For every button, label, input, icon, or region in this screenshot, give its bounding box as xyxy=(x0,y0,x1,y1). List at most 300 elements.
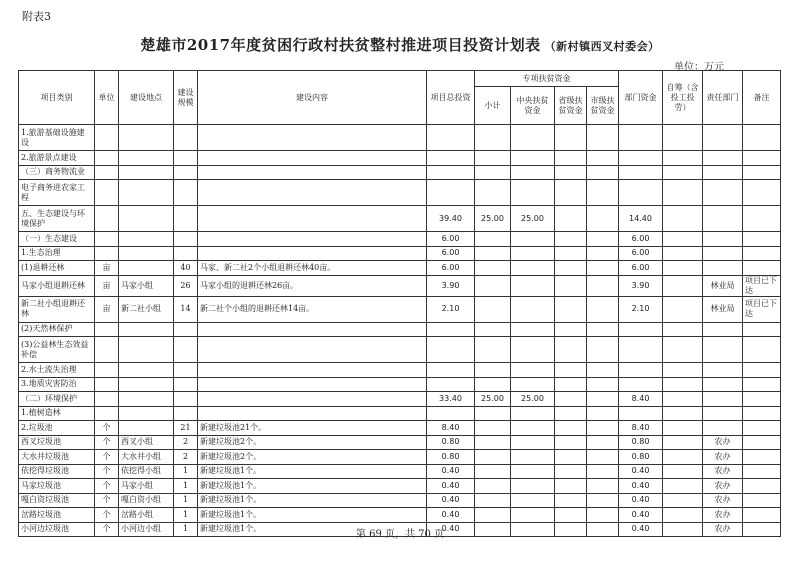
cell-location xyxy=(119,206,174,232)
cell-central xyxy=(511,246,555,261)
cell-category: 五、生态建设与环境保护 xyxy=(19,206,95,232)
cell-location: 岔路小组 xyxy=(119,508,174,523)
cell-category: (1)退耕还林 xyxy=(19,261,95,276)
cell-category: （三）商务物流业 xyxy=(19,165,95,180)
cell-central xyxy=(511,377,555,392)
cell-subtotal xyxy=(475,180,511,206)
cell-total: 0.40 xyxy=(427,508,475,523)
cell-unit xyxy=(95,377,119,392)
cell-note xyxy=(743,508,781,523)
cell-subtotal xyxy=(475,125,511,151)
cell-note xyxy=(743,322,781,337)
cell-responsible xyxy=(703,125,743,151)
cell-content xyxy=(198,377,427,392)
cell-self xyxy=(663,508,703,523)
cell-unit xyxy=(95,392,119,407)
cell-content xyxy=(198,337,427,363)
cell-self xyxy=(663,464,703,479)
cell-self xyxy=(663,125,703,151)
cell-total xyxy=(427,363,475,378)
cell-total xyxy=(427,406,475,421)
cell-central xyxy=(511,322,555,337)
cell-content xyxy=(198,180,427,206)
cell-content xyxy=(198,125,427,151)
header-content: 建设内容 xyxy=(198,71,427,125)
cell-responsible xyxy=(703,246,743,261)
unit-label: 单位：万元 xyxy=(674,62,724,73)
cell-dept: 0.40 xyxy=(619,479,663,494)
cell-responsible xyxy=(703,180,743,206)
cell-city xyxy=(587,322,619,337)
cell-dept: 3.90 xyxy=(619,275,663,296)
cell-category: （一）生态建设 xyxy=(19,232,95,247)
cell-subtotal: 25.00 xyxy=(475,206,511,232)
cell-dept xyxy=(619,322,663,337)
cell-central: 25.00 xyxy=(511,206,555,232)
cell-unit xyxy=(95,206,119,232)
cell-self xyxy=(663,275,703,296)
cell-city xyxy=(587,232,619,247)
cell-dept: 0.40 xyxy=(619,508,663,523)
cell-unit: 个 xyxy=(95,435,119,450)
table-row xyxy=(19,392,781,407)
cell-category: 小河边垃圾池 xyxy=(19,522,95,537)
cell-category: (2)天然林保护 xyxy=(19,322,95,337)
cell-dept: 6.00 xyxy=(619,232,663,247)
cell-location xyxy=(119,151,174,166)
investment-plan-table xyxy=(18,70,781,537)
cell-subtotal xyxy=(475,508,511,523)
cell-dept: 0.80 xyxy=(619,435,663,450)
cell-total: 0.40 xyxy=(427,464,475,479)
title-text: 楚雄市2017年度贫困行政村扶贫整村推进项目投资计划表 xyxy=(140,36,541,54)
cell-central xyxy=(511,151,555,166)
cell-category: 1.旅游基础设施建设 xyxy=(19,125,95,151)
header-self-fund: 自筹（含投工投劳） xyxy=(663,71,703,125)
cell-provincial xyxy=(555,165,587,180)
cell-total: 0.80 xyxy=(427,435,475,450)
cell-self xyxy=(663,363,703,378)
table-row xyxy=(19,450,781,465)
cell-location: 马家小组 xyxy=(119,275,174,296)
cell-content: 马家小组的退耕还林26亩。 xyxy=(198,275,427,296)
header-location: 建设地点 xyxy=(119,71,174,125)
cell-responsible xyxy=(703,421,743,436)
cell-provincial xyxy=(555,392,587,407)
cell-subtotal xyxy=(475,479,511,494)
header-unit: 单位 xyxy=(95,71,119,125)
cell-content xyxy=(198,246,427,261)
cell-scale xyxy=(174,165,198,180)
cell-location: 嘎白资小组 xyxy=(119,493,174,508)
cell-category: 岔路垃圾池 xyxy=(19,508,95,523)
cell-self xyxy=(663,151,703,166)
cell-total xyxy=(427,322,475,337)
cell-scale xyxy=(174,363,198,378)
cell-central xyxy=(511,232,555,247)
table-row xyxy=(19,180,781,206)
cell-location xyxy=(119,406,174,421)
cell-self xyxy=(663,421,703,436)
cell-content xyxy=(198,206,427,232)
cell-central xyxy=(511,165,555,180)
cell-city xyxy=(587,206,619,232)
cell-category: 马家小组退耕还林 xyxy=(19,275,95,296)
cell-self xyxy=(663,392,703,407)
cell-total xyxy=(427,180,475,206)
cell-self xyxy=(663,232,703,247)
cell-city xyxy=(587,450,619,465)
cell-subtotal xyxy=(475,435,511,450)
cell-central xyxy=(511,435,555,450)
cell-provincial xyxy=(555,464,587,479)
cell-unit: 亩 xyxy=(95,275,119,296)
cell-dept xyxy=(619,337,663,363)
cell-category: 西叉垃圾池 xyxy=(19,435,95,450)
cell-responsible xyxy=(703,392,743,407)
cell-central xyxy=(511,406,555,421)
cell-content: 新建垃圾池21个。 xyxy=(198,421,427,436)
cell-self xyxy=(663,377,703,392)
cell-note xyxy=(743,392,781,407)
cell-responsible xyxy=(703,377,743,392)
cell-unit xyxy=(95,322,119,337)
header-subtotal: 小计 xyxy=(475,87,511,125)
cell-subtotal xyxy=(475,421,511,436)
cell-responsible xyxy=(703,206,743,232)
cell-central xyxy=(511,479,555,494)
cell-scale xyxy=(174,206,198,232)
cell-city xyxy=(587,337,619,363)
cell-category: 嘎白资垃圾池 xyxy=(19,493,95,508)
cell-dept xyxy=(619,125,663,151)
cell-total xyxy=(427,337,475,363)
cell-location xyxy=(119,322,174,337)
cell-provincial xyxy=(555,435,587,450)
cell-subtotal xyxy=(475,377,511,392)
cell-self xyxy=(663,261,703,276)
cell-provincial xyxy=(555,337,587,363)
cell-unit xyxy=(95,151,119,166)
cell-provincial xyxy=(555,246,587,261)
cell-content xyxy=(198,322,427,337)
cell-unit xyxy=(95,165,119,180)
cell-category: 电子商务进农家工程 xyxy=(19,180,95,206)
cell-note xyxy=(743,464,781,479)
cell-central xyxy=(511,337,555,363)
cell-total: 3.90 xyxy=(427,275,475,296)
appendix-label: 附表3 xyxy=(22,10,51,23)
header-central: 中央扶贫资金 xyxy=(511,87,555,125)
cell-note xyxy=(743,377,781,392)
cell-subtotal xyxy=(475,261,511,276)
cell-city xyxy=(587,406,619,421)
cell-scale: 21 xyxy=(174,421,198,436)
table-row xyxy=(19,296,781,322)
cell-responsible xyxy=(703,363,743,378)
cell-total: 0.40 xyxy=(427,493,475,508)
cell-total xyxy=(427,151,475,166)
cell-subtotal xyxy=(475,232,511,247)
cell-scale xyxy=(174,322,198,337)
cell-unit: 亩 xyxy=(95,261,119,276)
cell-category: （二）环境保护 xyxy=(19,392,95,407)
cell-dept: 14.40 xyxy=(619,206,663,232)
cell-scale xyxy=(174,232,198,247)
table-row xyxy=(19,363,781,378)
cell-category: 3.地质灾害防治 xyxy=(19,377,95,392)
cell-location xyxy=(119,363,174,378)
header-dept-fund: 部门资金 xyxy=(619,71,663,125)
cell-responsible: 农办 xyxy=(703,522,743,537)
cell-unit xyxy=(95,125,119,151)
cell-self xyxy=(663,206,703,232)
cell-responsible: 农办 xyxy=(703,450,743,465)
table-row xyxy=(19,435,781,450)
table-row xyxy=(19,337,781,363)
cell-unit: 个 xyxy=(95,479,119,494)
table-row xyxy=(19,406,781,421)
table-row xyxy=(19,125,781,151)
cell-subtotal xyxy=(475,296,511,322)
cell-city xyxy=(587,363,619,378)
cell-location xyxy=(119,165,174,180)
cell-unit: 个 xyxy=(95,493,119,508)
cell-content: 新建垃圾池1个。 xyxy=(198,522,427,537)
cell-provincial xyxy=(555,450,587,465)
cell-responsible: 农办 xyxy=(703,508,743,523)
cell-scale: 1 xyxy=(174,508,198,523)
table-row xyxy=(19,421,781,436)
cell-content xyxy=(198,232,427,247)
cell-city xyxy=(587,421,619,436)
cell-content: 新建垃圾池1个。 xyxy=(198,508,427,523)
cell-city xyxy=(587,261,619,276)
cell-total: 33.40 xyxy=(427,392,475,407)
cell-total: 6.00 xyxy=(427,246,475,261)
cell-unit: 个 xyxy=(95,464,119,479)
cell-location xyxy=(119,261,174,276)
table-row xyxy=(19,261,781,276)
page-footer: 第 69 页，共 70 页 xyxy=(355,529,445,540)
cell-note xyxy=(743,261,781,276)
cell-scale: 14 xyxy=(174,296,198,322)
cell-self xyxy=(663,180,703,206)
cell-location: 马家小组 xyxy=(119,479,174,494)
cell-responsible xyxy=(703,165,743,180)
cell-city xyxy=(587,392,619,407)
cell-scale xyxy=(174,151,198,166)
cell-total xyxy=(427,377,475,392)
cell-subtotal xyxy=(475,337,511,363)
cell-central xyxy=(511,125,555,151)
cell-total xyxy=(427,165,475,180)
cell-location xyxy=(119,232,174,247)
cell-city xyxy=(587,275,619,296)
header-total: 项目总投资 xyxy=(427,71,475,125)
cell-subtotal: 25.00 xyxy=(475,392,511,407)
cell-location xyxy=(119,337,174,363)
cell-location: 依挖得小组 xyxy=(119,464,174,479)
table-row xyxy=(19,151,781,166)
table-row xyxy=(19,377,781,392)
cell-central xyxy=(511,493,555,508)
cell-total xyxy=(427,125,475,151)
cell-note xyxy=(743,246,781,261)
cell-central xyxy=(511,464,555,479)
cell-content: 新二社个小组的退耕还林14亩。 xyxy=(198,296,427,322)
cell-note xyxy=(743,165,781,180)
cell-dept: 2.10 xyxy=(619,296,663,322)
cell-total: 0.80 xyxy=(427,450,475,465)
header-category: 项目类别 xyxy=(19,71,95,125)
cell-city xyxy=(587,377,619,392)
cell-location xyxy=(119,421,174,436)
cell-note xyxy=(743,337,781,363)
cell-dept: 0.40 xyxy=(619,522,663,537)
cell-dept: 6.00 xyxy=(619,246,663,261)
cell-unit: 个 xyxy=(95,421,119,436)
cell-responsible: 林业局 xyxy=(703,275,743,296)
cell-self xyxy=(663,435,703,450)
cell-provincial xyxy=(555,206,587,232)
cell-city xyxy=(587,296,619,322)
cell-dept xyxy=(619,165,663,180)
cell-self xyxy=(663,337,703,363)
cell-responsible xyxy=(703,322,743,337)
cell-category: 大水井垃圾池 xyxy=(19,450,95,465)
cell-scale xyxy=(174,337,198,363)
cell-self xyxy=(663,322,703,337)
cell-dept: 8.40 xyxy=(619,392,663,407)
cell-subtotal xyxy=(475,275,511,296)
header-responsible: 责任部门 xyxy=(703,71,743,125)
cell-content xyxy=(198,406,427,421)
cell-self xyxy=(663,479,703,494)
cell-responsible xyxy=(703,232,743,247)
table-row xyxy=(19,479,781,494)
cell-unit xyxy=(95,246,119,261)
cell-unit: 亩 xyxy=(95,296,119,322)
cell-provincial xyxy=(555,322,587,337)
cell-provincial xyxy=(555,493,587,508)
cell-self xyxy=(663,493,703,508)
cell-provincial xyxy=(555,275,587,296)
cell-category: 依挖得垃圾池 xyxy=(19,464,95,479)
table-row xyxy=(19,322,781,337)
cell-city xyxy=(587,508,619,523)
cell-dept: 6.00 xyxy=(619,261,663,276)
title-subtitle: （新村镇西叉村委会） xyxy=(544,40,660,53)
cell-note: 项目已下达 xyxy=(743,296,781,322)
cell-city xyxy=(587,180,619,206)
cell-central xyxy=(511,261,555,276)
cell-unit: 个 xyxy=(95,508,119,523)
cell-dept: 0.40 xyxy=(619,493,663,508)
cell-self xyxy=(663,246,703,261)
cell-responsible: 农办 xyxy=(703,479,743,494)
cell-category: (3)公益林生态效益补偿 xyxy=(19,337,95,363)
cell-scale xyxy=(174,246,198,261)
cell-unit: 个 xyxy=(95,522,119,537)
cell-provincial xyxy=(555,479,587,494)
cell-location xyxy=(119,377,174,392)
table-row xyxy=(19,493,781,508)
table-row xyxy=(19,275,781,296)
cell-scale: 1 xyxy=(174,464,198,479)
cell-scale xyxy=(174,125,198,151)
cell-scale: 26 xyxy=(174,275,198,296)
cell-city xyxy=(587,464,619,479)
cell-provincial xyxy=(555,125,587,151)
cell-scale: 1 xyxy=(174,479,198,494)
cell-location xyxy=(119,180,174,206)
cell-note xyxy=(743,363,781,378)
cell-dept: 0.80 xyxy=(619,450,663,465)
cell-note xyxy=(743,450,781,465)
cell-subtotal xyxy=(475,450,511,465)
cell-location: 西叉小组 xyxy=(119,435,174,450)
cell-scale xyxy=(174,180,198,206)
cell-category: 1.生态治理 xyxy=(19,246,95,261)
page-title xyxy=(0,34,800,55)
header-scale: 建设规模 xyxy=(174,71,198,125)
cell-central xyxy=(511,275,555,296)
cell-self xyxy=(663,450,703,465)
cell-dept: 8.40 xyxy=(619,421,663,436)
cell-category: 2.垃圾池 xyxy=(19,421,95,436)
cell-central xyxy=(511,421,555,436)
cell-location: 大水井小组 xyxy=(119,450,174,465)
cell-note xyxy=(743,151,781,166)
table-row xyxy=(19,246,781,261)
header-note: 备注 xyxy=(743,71,781,125)
cell-provincial xyxy=(555,363,587,378)
cell-city xyxy=(587,493,619,508)
cell-scale xyxy=(174,377,198,392)
cell-subtotal xyxy=(475,246,511,261)
cell-total: 6.00 xyxy=(427,232,475,247)
cell-location: 小河边小组 xyxy=(119,522,174,537)
cell-scale: 2 xyxy=(174,450,198,465)
cell-city xyxy=(587,479,619,494)
header-special-fund: 专项扶贫资金 xyxy=(475,71,619,87)
cell-content xyxy=(198,392,427,407)
cell-subtotal xyxy=(475,464,511,479)
cell-note xyxy=(743,180,781,206)
cell-total: 0.40 xyxy=(427,479,475,494)
cell-unit xyxy=(95,232,119,247)
cell-provincial xyxy=(555,421,587,436)
cell-city xyxy=(587,151,619,166)
table-row xyxy=(19,508,781,523)
cell-dept xyxy=(619,180,663,206)
cell-note: 项目已下达 xyxy=(743,275,781,296)
cell-dept: 0.40 xyxy=(619,464,663,479)
cell-category: 2.旅游景点建设 xyxy=(19,151,95,166)
cell-category: 新二社小组退耕还林 xyxy=(19,296,95,322)
cell-provincial xyxy=(555,261,587,276)
cell-unit: 个 xyxy=(95,450,119,465)
cell-central xyxy=(511,296,555,322)
cell-location xyxy=(119,125,174,151)
table-row xyxy=(19,232,781,247)
cell-subtotal xyxy=(475,322,511,337)
cell-scale xyxy=(174,406,198,421)
cell-city xyxy=(587,246,619,261)
header-provincial: 省级扶贫资金 xyxy=(555,87,587,125)
cell-provincial xyxy=(555,508,587,523)
